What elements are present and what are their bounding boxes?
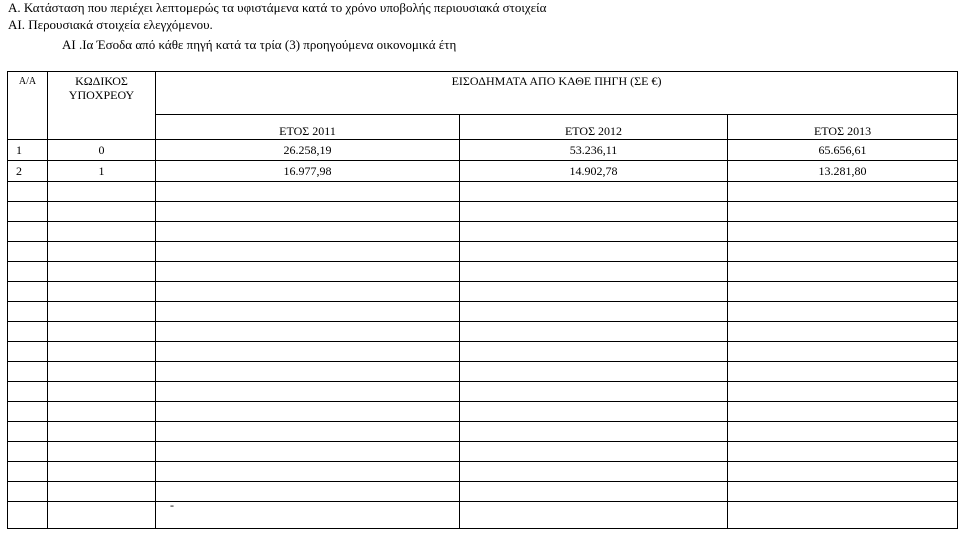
header-aa: Α/Α [8,72,48,140]
empty-row [8,302,958,322]
empty-row [8,262,958,282]
header-code-label: ΚΩΔΙΚΟΣ ΥΠΟΧΡΕΟΥ [68,74,135,102]
row-2013: 13.281,80 [728,161,958,182]
empty-row [8,242,958,262]
row-aa: 2 [8,161,48,182]
header-income: ΕΙΣΟΔΗΜΑΤΑ ΑΠΟ ΚΑΘΕ ΠΗΓΗ (ΣΕ €) [156,72,958,115]
table-row [8,161,958,182]
row-2012: 14.902,78 [460,161,728,182]
table-row [8,140,958,161]
row-code: 1 [48,161,156,182]
section-title: Α. Κατάσταση που περιέχει λεπτομερώς τα υφιστάμενα κατά το χρόνο υποβολής περιουσιακά στοιχεία [8,0,547,15]
row-2011: 16.977,98 [156,161,460,182]
table-header-row [8,72,958,115]
empty-row [8,342,958,362]
empty-row [8,462,958,482]
empty-row [8,282,958,302]
footer-cell [156,502,460,529]
empty-row [8,202,958,222]
empty-row [8,222,958,242]
header-code [48,72,156,140]
header-year-2013: ΕΤΟΣ 2013 [728,115,958,140]
income-table [7,71,958,529]
header-year-2011: ΕΤΟΣ 2011 [156,115,460,140]
table-caption: ΑΙ .Ια Έσοδα από κάθε πηγή κατά τα τρία (3) προηγούμενα οικονομικά έτη [62,37,457,52]
row-aa: 1 [8,140,48,161]
empty-row [8,502,958,529]
row-2013: 65.656,61 [728,140,958,161]
row-2011: 26.258,19 [156,140,460,161]
empty-row [8,322,958,342]
empty-row [8,382,958,402]
empty-row [8,182,958,202]
row-2012: 53.236,11 [460,140,728,161]
subsection-title: ΑΙ. Περουσιακά στοιχεία ελεγχόμενου. [8,17,213,32]
header-year-2012: ΕΤΟΣ 2012 [460,115,728,140]
empty-row [8,402,958,422]
footer-mark: - [170,501,174,512]
row-code: 0 [48,140,156,161]
empty-row [8,442,958,462]
empty-row [8,422,958,442]
empty-row [8,482,958,502]
empty-row [8,362,958,382]
